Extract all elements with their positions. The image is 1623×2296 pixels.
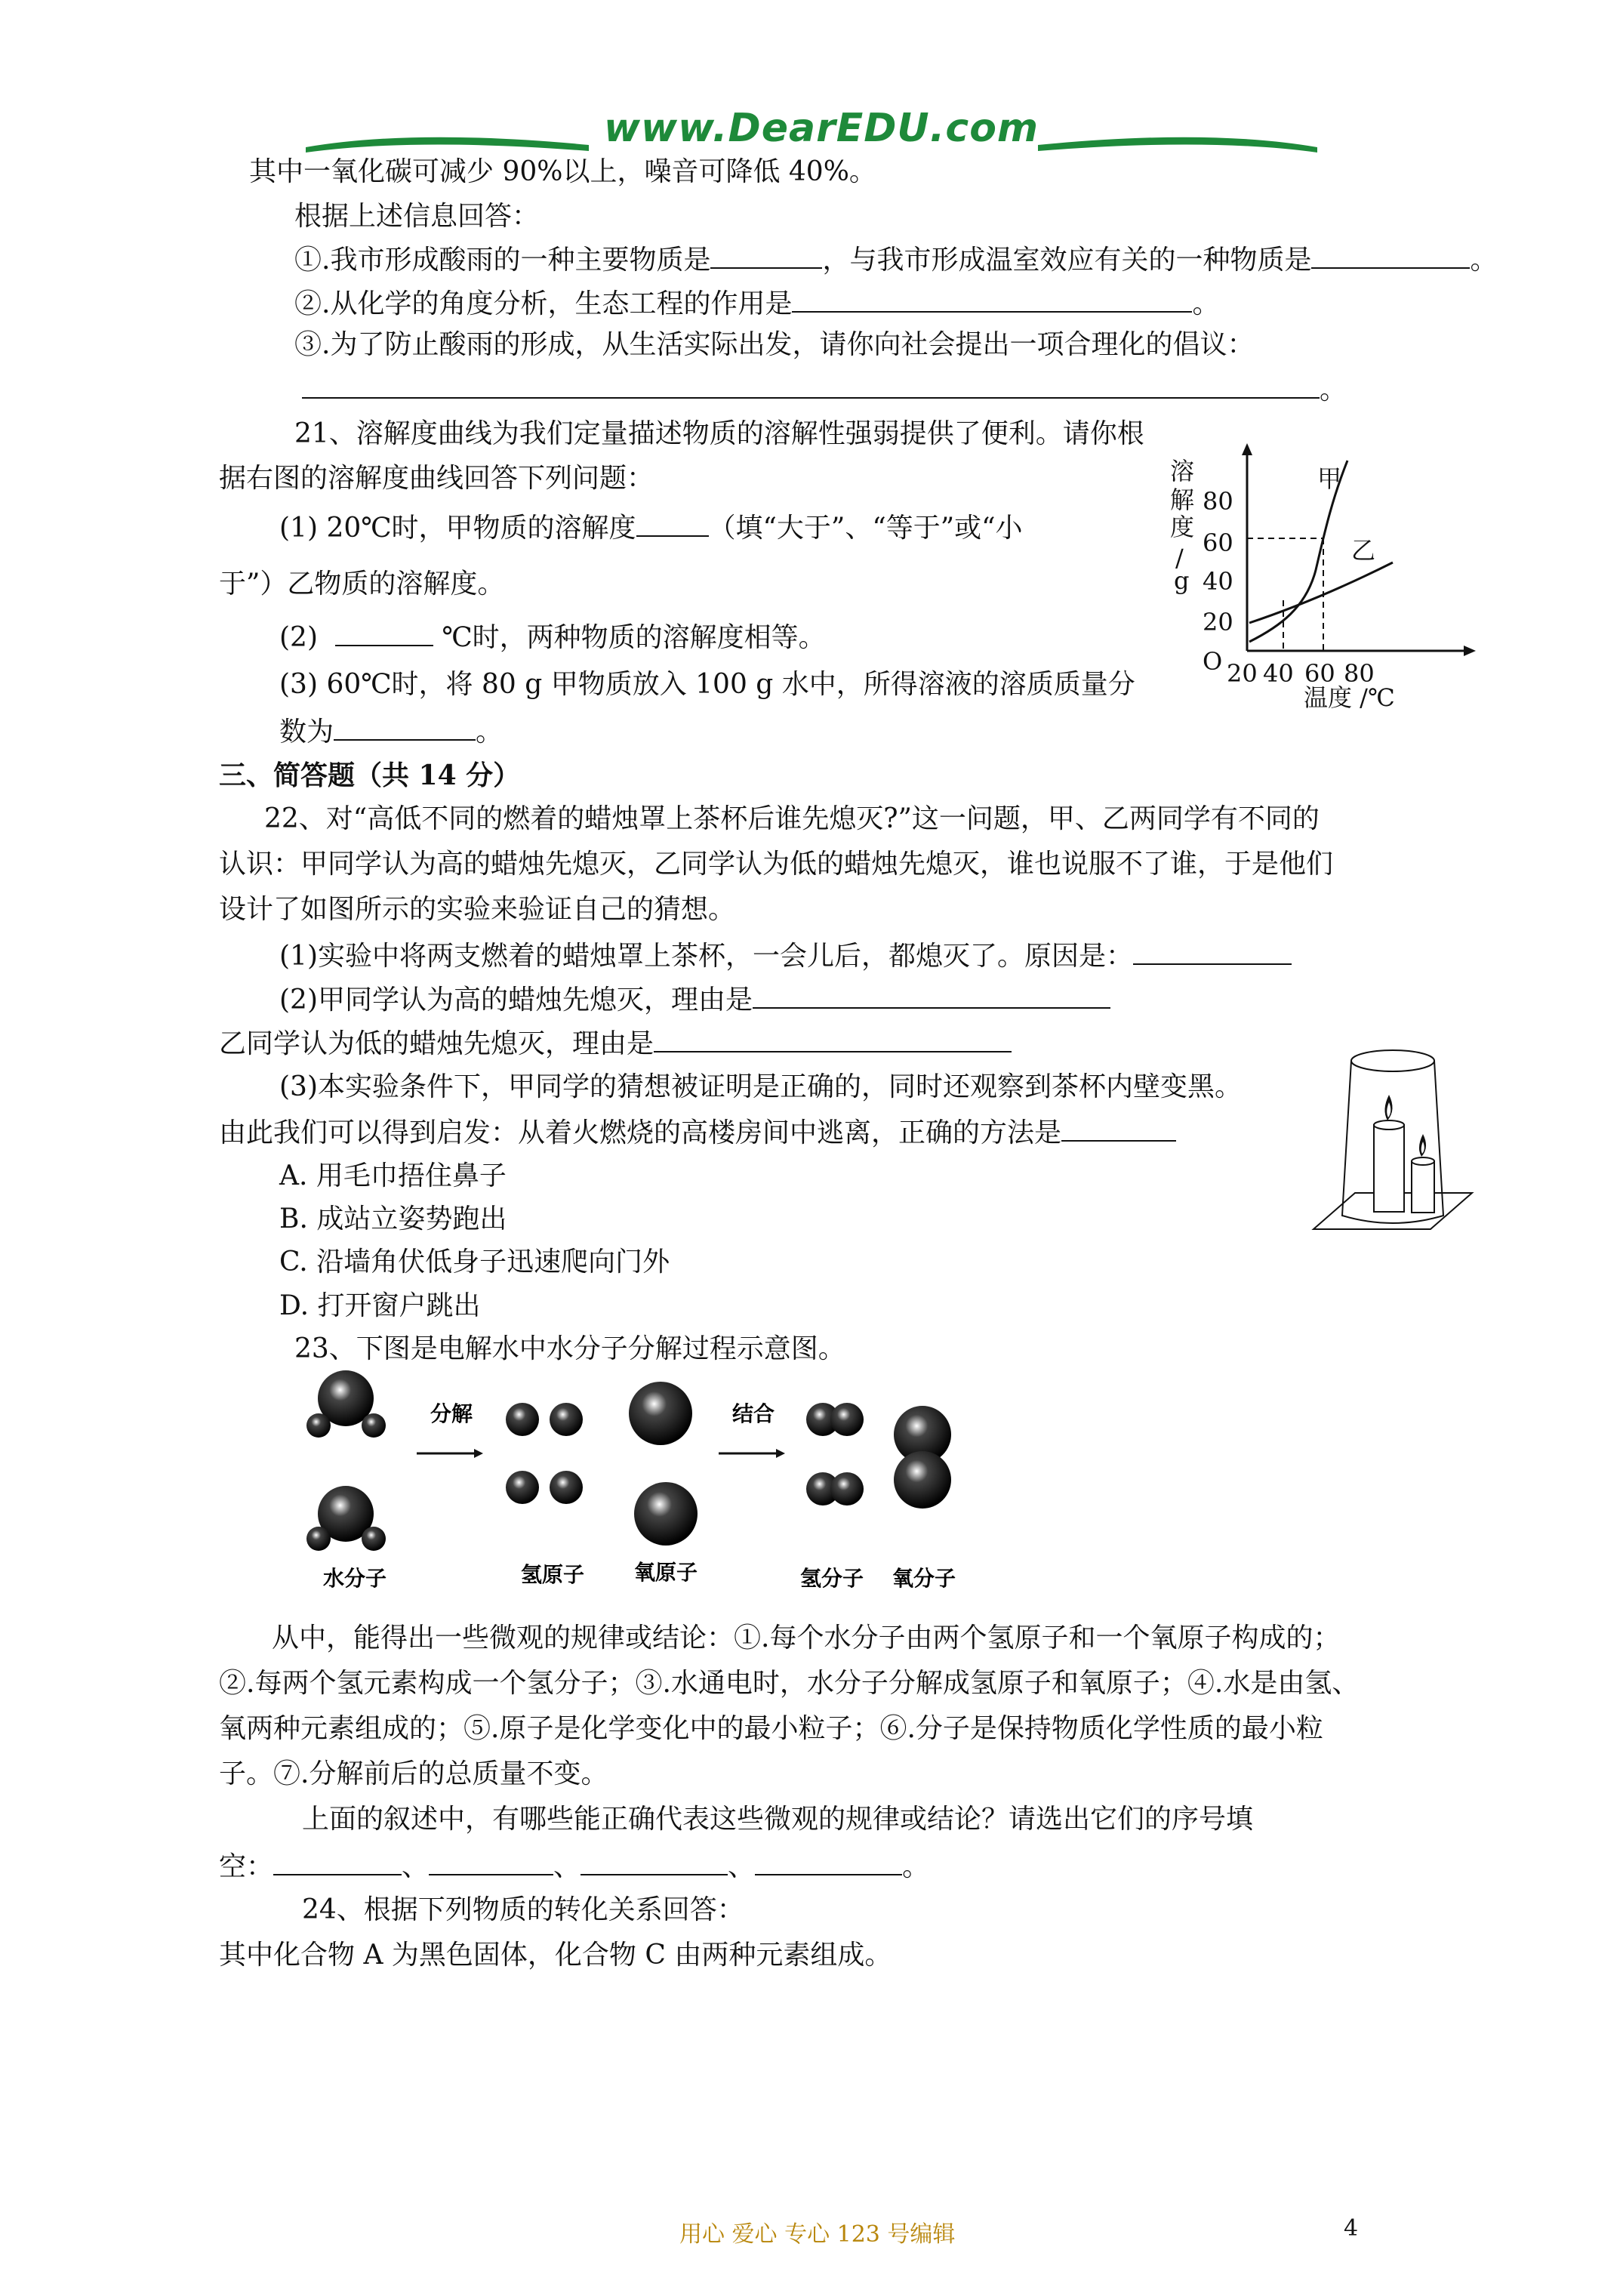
cup-rim — [1351, 1050, 1434, 1071]
text-line: 22、对“高低不同的燃着的蜡烛罩上茶杯后谁先熄灭?”这一问题，甲、乙两同学有不同的 — [264, 803, 1320, 834]
x-tick-label: 40 — [1263, 659, 1294, 688]
answer-blank[interactable] — [1311, 242, 1470, 269]
label-hydrogen-molecule: 氢分子 — [800, 1566, 864, 1591]
answer-blank[interactable] — [334, 713, 476, 741]
page-number: 4 — [1344, 2215, 1359, 2242]
x-axis-label: 温度 /℃ — [1304, 683, 1395, 712]
option-a[interactable]: A. 用毛巾捂住鼻子 — [279, 1160, 507, 1191]
question-line — [219, 1848, 929, 1884]
text-line: 认识：甲同学认为高的蜡烛先熄灭，乙同学认为低的蜡烛先熄灭，谁也说服不了谁，于是他们 — [219, 849, 1334, 880]
answer-blank[interactable] — [302, 371, 1320, 399]
option-b[interactable]: B. 成站立姿势跑出 — [279, 1203, 507, 1234]
y-tick-label: 40 — [1203, 567, 1233, 596]
short-candle — [1412, 1161, 1434, 1213]
text-line: 设计了如图所示的实验来验证自己的猜想。 — [219, 894, 736, 925]
tall-candle — [1374, 1125, 1404, 1212]
x-axis-arrow — [1464, 646, 1476, 656]
label-oxygen-molecule: 氧分子 — [892, 1566, 956, 1591]
answer-blank[interactable] — [429, 1848, 553, 1875]
question-line — [279, 510, 1023, 545]
y-tick-label: 60 — [1203, 529, 1233, 557]
tall-candle-top — [1374, 1120, 1404, 1130]
origin-label: O — [1203, 647, 1223, 676]
curve-yi — [1249, 562, 1393, 623]
x-tick-label: 60 — [1304, 659, 1335, 688]
hydrogen-atom — [550, 1403, 583, 1436]
text: ②.从化学的角度分析，生态工程的作用是 — [294, 288, 793, 319]
text-line: 从中，能得出一些微观的规律或结论：①.每个水分子由两个氢原子和一个氧原子构成的； — [272, 1623, 1341, 1653]
footer-text: 用心 爱心 专心 123 号编辑 — [679, 2221, 956, 2248]
text: 由此我们可以得到启发：从着火燃烧的高楼房间中逃离，正确的方法是 — [219, 1117, 1062, 1148]
separator: 、 — [553, 1851, 581, 1882]
option-d[interactable]: D. 打开窗户跳出 — [279, 1290, 481, 1321]
oxygen-atom — [634, 1482, 698, 1546]
text: （填“大于”、“等于”或“小 — [708, 513, 1023, 544]
text: ℃时，两种物质的溶解度相等。 — [442, 622, 826, 653]
answer-blank[interactable] — [581, 1848, 728, 1875]
text-line: 其中化合物 A 为黑色固体，化合物 C 由两种元素组成。 — [219, 1940, 892, 1971]
text-line: ②.每两个氢元素构成一个氢分子；③.水通电时，水分子分解成氢原子和氧原子；④.水是由氢、 — [219, 1668, 1360, 1699]
curve-label-yi: 乙 — [1351, 536, 1376, 565]
text: ①.我市形成酸雨的一种主要物质是 — [294, 245, 711, 276]
question-line — [294, 285, 1219, 321]
x-tick-label: 80 — [1344, 659, 1375, 688]
y-axis-label-char: 度 — [1170, 513, 1195, 541]
water-molecule — [306, 1370, 386, 1438]
text: (2) — [279, 622, 318, 653]
y-axis-label-char: 解 — [1170, 485, 1195, 514]
question-line — [279, 713, 503, 749]
text-line: 24、根据下列物质的转化关系回答： — [302, 1894, 744, 1925]
answer-blank[interactable] — [1133, 938, 1292, 965]
text: ，与我市形成温室效应有关的一种物质是 — [822, 245, 1312, 276]
answer-blank[interactable] — [753, 982, 1110, 1009]
answer-blank[interactable] — [755, 1848, 902, 1875]
hydrogen-atom — [550, 1471, 583, 1504]
question-line — [219, 1025, 1012, 1061]
answer-blank[interactable] — [792, 285, 1192, 313]
answer-blank[interactable] — [335, 619, 433, 646]
water-molecule — [306, 1486, 386, 1551]
text-line: (3) 60℃时，将 80 g 甲物质放入 100 g 水中，所得溶液的溶质质量分 — [279, 669, 1135, 700]
hydrogen-atom — [506, 1403, 539, 1436]
arrow-head — [776, 1449, 785, 1458]
y-axis-label-char: / — [1175, 544, 1184, 572]
text: 空： — [219, 1851, 274, 1882]
text-line: 根据上述信息回答： — [294, 201, 540, 232]
short-candle-top — [1412, 1157, 1434, 1165]
y-axis-arrow — [1242, 443, 1252, 455]
hydrogen-molecule — [806, 1472, 864, 1505]
y-tick-label: 20 — [1203, 608, 1233, 636]
text: (2)甲同学认为高的蜡烛先熄灭，理由是 — [279, 985, 753, 1015]
water-electrolysis-diagram — [302, 1359, 1012, 1608]
label-hydrogen-atom: 氢原子 — [521, 1562, 585, 1587]
text-line: 子。⑦.分解前后的总质量不变。 — [219, 1758, 608, 1789]
question-line — [302, 371, 1347, 407]
question-line — [219, 1114, 1176, 1150]
text: 。 — [476, 717, 504, 747]
answer-blank[interactable] — [273, 1848, 402, 1875]
y-axis-label-char: 溶 — [1170, 457, 1195, 485]
label-water-molecule: 水分子 — [323, 1566, 387, 1591]
oxygen-atom — [629, 1382, 692, 1445]
text-line: 氧两种元素组成的；⑤.原子是化学变化中的最小粒子；⑥.分子是保持物质化学性质的最小粒 — [219, 1713, 1323, 1744]
y-axis-label-char: g — [1174, 566, 1190, 595]
answer-blank[interactable] — [710, 242, 822, 269]
text: 。 — [1192, 288, 1220, 319]
text: 数为 — [279, 717, 334, 747]
text: 。 — [902, 1851, 930, 1882]
label-oxygen-atom: 氧原子 — [634, 1560, 698, 1585]
text-line: 其中一氧化碳可减少 90%以上，噪音可降低 40%。 — [249, 156, 876, 187]
option-c[interactable]: C. 沿墙角伏低身子迅速爬向门外 — [279, 1247, 670, 1277]
answer-blank[interactable] — [636, 510, 709, 537]
question-line — [279, 938, 1292, 973]
question-line — [279, 619, 826, 655]
answer-blank[interactable] — [654, 1025, 1012, 1052]
text-line: 据右图的溶解度曲线回答下列问题： — [219, 463, 654, 494]
curve-label-jia: 甲 — [1317, 464, 1342, 493]
separator: 、 — [728, 1851, 756, 1882]
separator: 、 — [402, 1851, 430, 1882]
question-line — [294, 242, 1497, 277]
solubility-chart — [1166, 442, 1487, 717]
text-line: ③.为了防止酸雨的形成，从生活实际出发，请你向社会提出一项合理化的倡议： — [294, 329, 1255, 360]
hydrogen-molecule — [806, 1403, 864, 1436]
hydrogen-atom — [506, 1471, 539, 1504]
arrow-label-decompose: 分解 — [430, 1401, 473, 1426]
arrow-label-combine: 结合 — [732, 1401, 775, 1426]
text: (1)实验中将两支燃着的蜡烛罩上茶杯，一会儿后，都熄灭了。原因是： — [279, 941, 1133, 972]
question-line — [279, 982, 1110, 1017]
text-line: 21、溶解度曲线为我们定量描述物质的溶解性强弱提供了便利。请你根 — [294, 418, 1144, 449]
y-tick-label: 80 — [1203, 487, 1233, 516]
oxygen-molecule — [894, 1406, 951, 1509]
text-line: 上面的叙述中，有哪些能正确代表这些微观的规律或结论？请选出它们的序号填 — [302, 1804, 1254, 1835]
text: 。 — [1320, 374, 1347, 405]
candle-experiment-figure — [1298, 1042, 1480, 1246]
text-line: (3)本实验条件下，甲同学的猜想被证明是正确的，同时还观察到茶杯内壁变黑。 — [279, 1071, 1242, 1102]
text: 。 — [1470, 245, 1498, 276]
text: (1) 20℃时，甲物质的溶解度 — [279, 513, 636, 544]
text-line: 于”）乙物质的溶解度。 — [219, 569, 505, 599]
x-tick-label: 20 — [1227, 659, 1258, 688]
site-brand: www.DearEDU.com — [604, 106, 1039, 151]
arrow-head — [474, 1449, 483, 1458]
text: 乙同学认为低的蜡烛先熄灭，理由是 — [219, 1028, 654, 1059]
answer-blank[interactable] — [1061, 1114, 1176, 1142]
section-heading: 三、简答题（共 14 分） — [219, 760, 521, 791]
text-line: 23、下图是电解水中水分子分解过程示意图。 — [294, 1333, 845, 1364]
